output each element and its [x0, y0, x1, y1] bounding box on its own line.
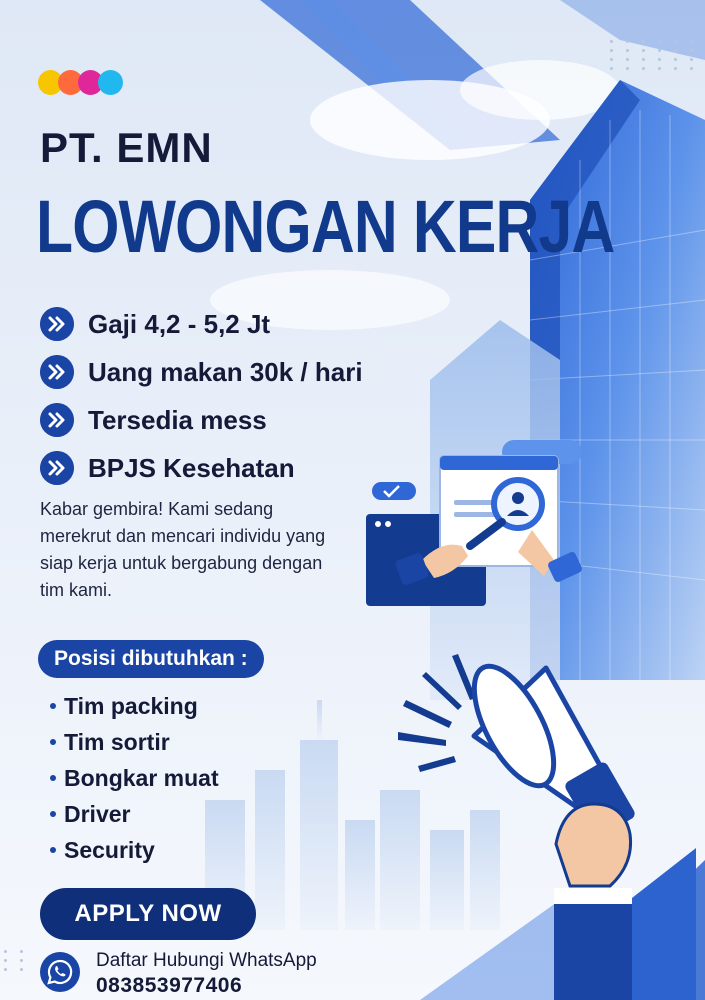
bullet-icon [50, 739, 56, 745]
contact-label: Daftar Hubungi WhatsApp [96, 950, 317, 971]
position-item [50, 724, 219, 760]
bullet-icon [50, 703, 56, 709]
search-profile-icon [362, 436, 592, 616]
whatsapp-icon [40, 952, 80, 992]
apply-now-button[interactable]: APPLY NOW [40, 888, 256, 940]
bullet-icon [50, 775, 56, 781]
benefit-item [40, 348, 363, 396]
position-text: Tim sortir [64, 728, 170, 755]
megaphone-icon [396, 648, 696, 1000]
cyan-dot [98, 70, 123, 95]
position-text: Security [64, 836, 155, 863]
benefit-text: Gaji 4,2 - 5,2 Jt [88, 308, 271, 339]
position-item [50, 688, 219, 724]
decorative-dots-top [610, 40, 705, 70]
positions-title: Posisi dibutuhkan : [38, 640, 264, 678]
benefits-list [40, 300, 363, 492]
chevron-double-right-icon [40, 451, 74, 485]
benefit-text: BPJS Kesehatan [88, 452, 295, 483]
benefit-text: Uang makan 30k / hari [88, 356, 363, 387]
company-name: PT. EMN [40, 124, 213, 171]
position-text: Driver [64, 800, 131, 827]
position-text: Bongkar muat [64, 764, 219, 791]
position-text: Tim packing [64, 692, 198, 719]
chevron-double-right-icon [40, 403, 74, 437]
position-item [50, 832, 219, 868]
benefit-text: Tersedia mess [88, 404, 267, 435]
chevron-double-right-icon [40, 307, 74, 341]
bullet-icon [50, 811, 56, 817]
headline: LOWONGAN KERJA [36, 185, 615, 268]
chevron-double-right-icon [40, 355, 74, 389]
benefit-item [40, 396, 363, 444]
position-item [50, 796, 219, 832]
position-item [50, 760, 219, 796]
intro-text: Kabar gembira! Kami sedang merekrut dan mencari individu yang siap kerja untuk bergabung dengan tim kami. [40, 499, 326, 600]
brand-color-dots [38, 70, 128, 96]
positions-list [50, 688, 219, 868]
decorative-dots-bottom [4, 950, 30, 971]
benefit-item [40, 300, 363, 348]
bullet-icon [50, 847, 56, 853]
whatsapp-number[interactable]: 083853977406 [96, 974, 243, 997]
benefit-item [40, 444, 363, 492]
